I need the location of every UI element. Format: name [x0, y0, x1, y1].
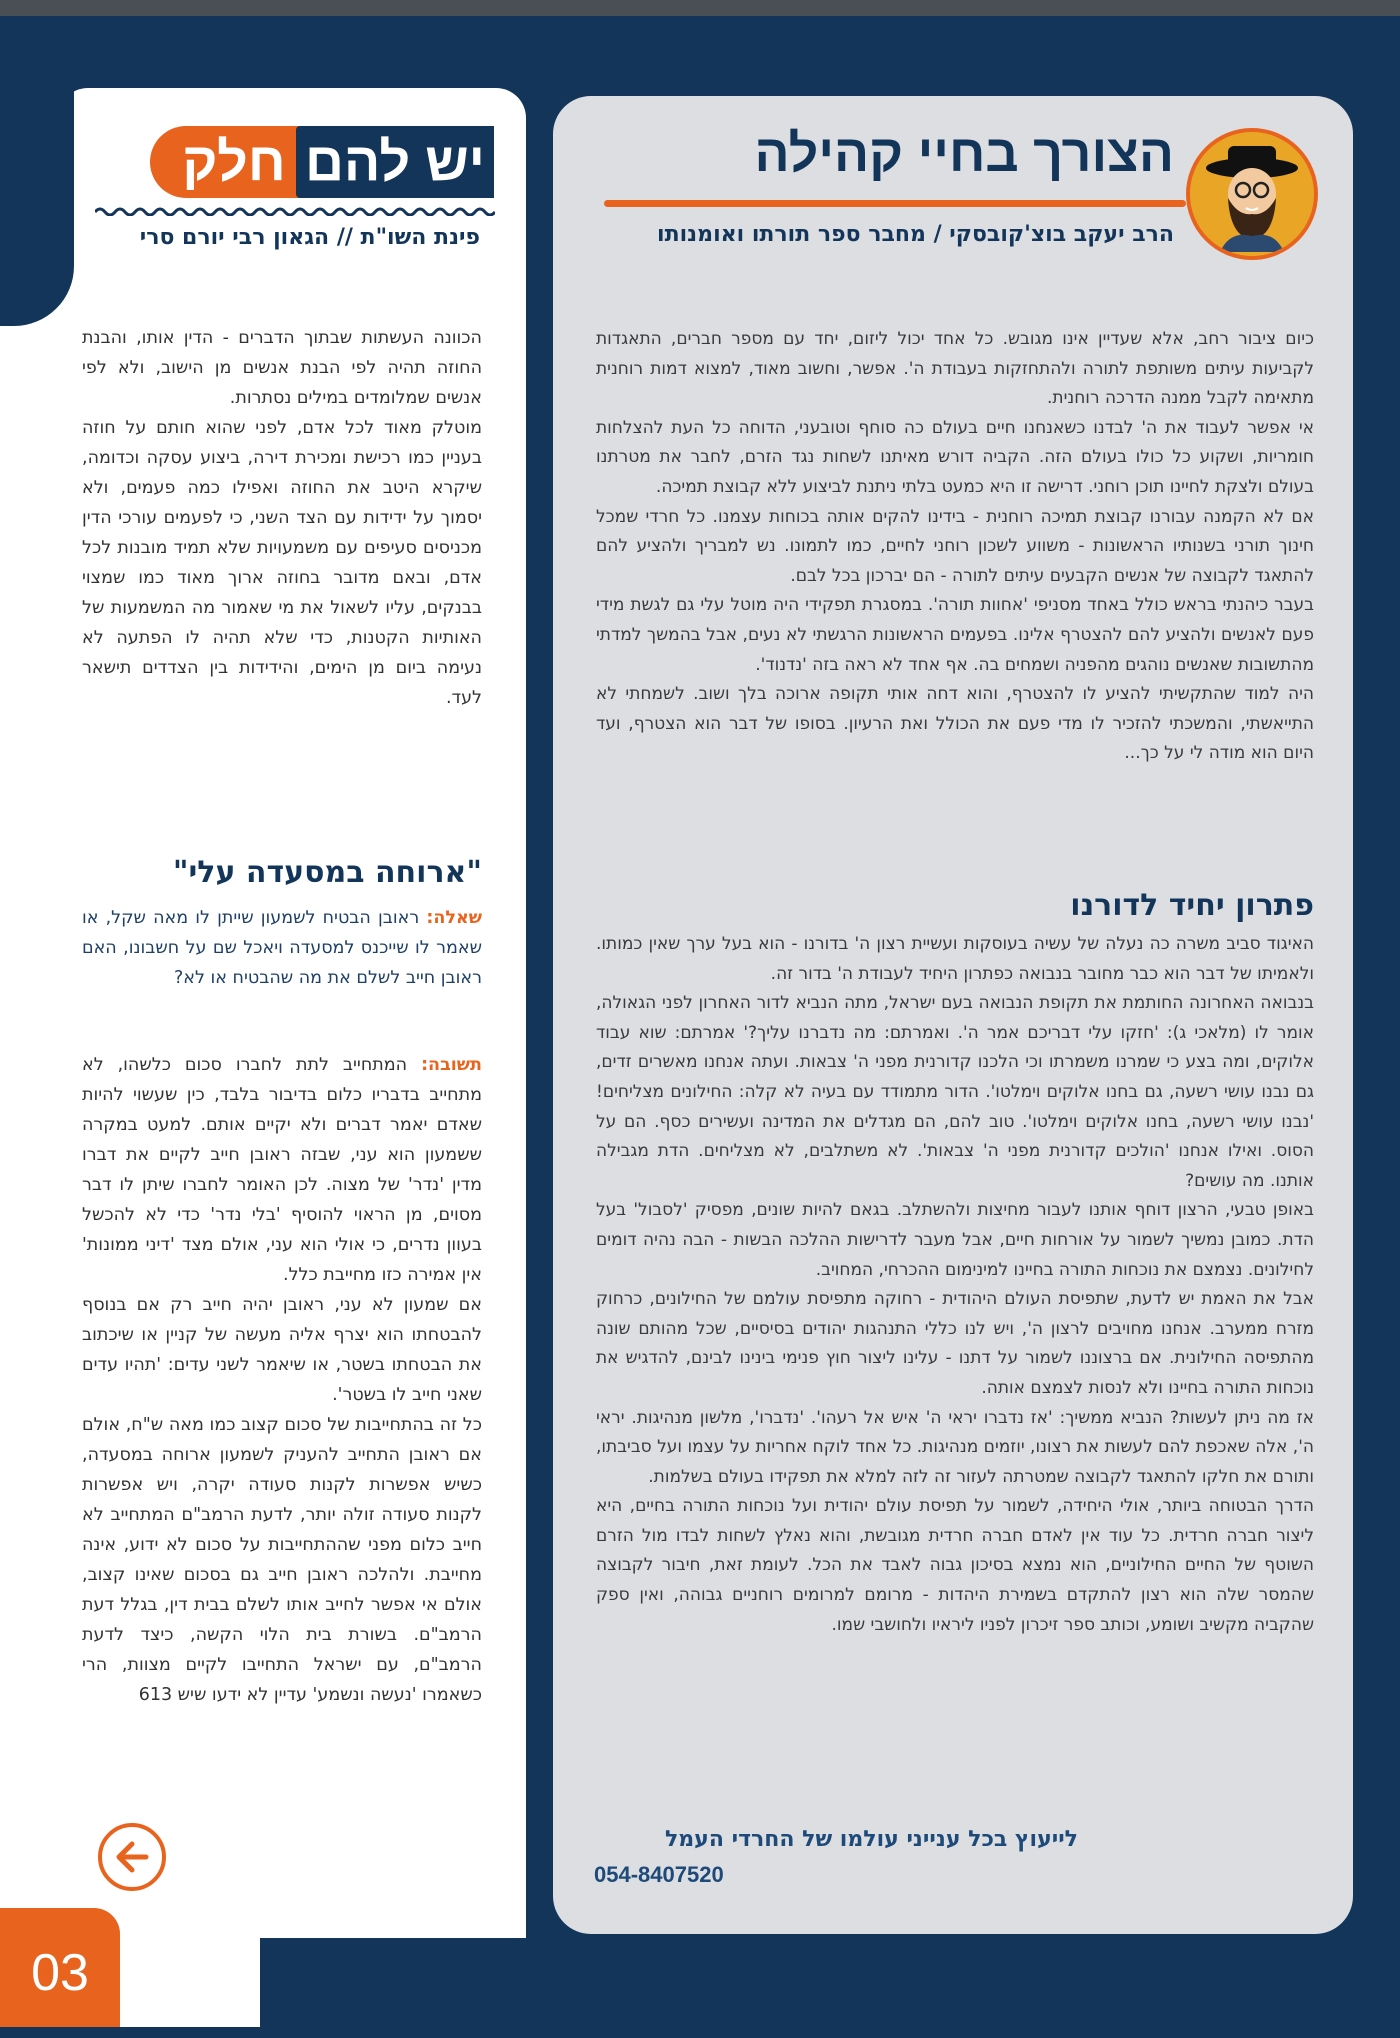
left-strip — [0, 250, 80, 1910]
sidebar-answer — [82, 1050, 482, 1710]
article-paragraph: כיום ציבור רחב, אלא שעדיין אינו מגובש. כל אחד יכול ליזום, יחד עם מספר חברים, התאגדות לקביעות עיתים משותפת לתורה ולהתחזקות בעבודת ה'. אפשר, וחשוב מאוד, למצוא דמות רוחנית מתאימה לקבל ממנה הדרכה רוחנית. — [596, 329, 1314, 409]
article-paragraph: בנבואה האחרונה החותמת את תקופת הנבואה בעם ישראל, מתה הנביא לדור האחרון לפני הגאולה, אומר לו (מלאכי ג): 'חזקו עלי דבריכם אמר ה'. ואמרתם: מה נדברנו עליך?' אמרתם: שוא עבוד אלוקים, ומה בצע כי שמרנו משמרתו וכי הלכנו קדורנית מפני ה' צבאות. ועתה אנחנו מאשרים זדים, גם נבנו עושי רשעה, גם בחנו אלוקים וימלטו'. הדור מתמודד עם בעיה לא קלה: החילונים מצליחים! 'נבנו עושי רשעה, בחנו אלוקים וימלטו'. טוב להם, הם מגדלים את המדינה ועשירים כסף. הם על הסוס. ואילו אנחנו 'הולכים קדורנית מפני ה' צבאות'. לא משתלבים, לא מצליחים. הדת מגבילה אותנו. מה עושים? — [596, 993, 1314, 1191]
page-number: 03 — [0, 1908, 120, 2027]
article-paragraph: באופן טבעי, הרצון דוחף אותנו לעבור מחיצות ולהשתלב. בגאם להיות שונים, מפסיק 'לסבול' בעל הדת. כמובן נמשיך לשמור על אורחות חיים, אבל מעבר לדרישות ההלכה הבשות - הבה נהיה דומים לחילונים. נצמצם את נוכחות התורה בחיינו למינימום ההכרחי, המחויב. — [596, 1200, 1314, 1280]
sidebar-gap — [496, 330, 526, 1680]
answer-paragraph: אם שמעון לא עני, ראובן יהיה חייב רק אם בנוסף להבטחתו הוא יצרף אליה מעשה של קניין או שיכתוב את הבטחתו בשטר, או שיאמר לשני עדים: 'תהיו עדים שאני חייב לו בשטר'. — [82, 1295, 482, 1405]
top-bar — [0, 0, 1400, 16]
answer-label: תשובה: — [421, 1055, 482, 1075]
article-paragraph: היה למוד שהתקשיתי להציע לו להצטרף, והוא דחה אותי תקופה ארוכה בלך ושוב. לשמחתי לא התייאשתי, והמשכתי להזכיר לו מדי פעם את הכולל ואת הרעיון. בסופו של דבר הוא הצטרף, ועד היום הוא מודה לי על כך... — [596, 684, 1314, 764]
article-body — [596, 325, 1314, 769]
sidebar-wave-divider — [95, 206, 495, 216]
article-paragraph: אי אפשר לעבוד את ה' לבדנו כשאנחנו חיים בעולם כה סוחף וטובעני, הדוחה כל העת להצלחות חומריות, ושקוע כל כולו בעולם הזה. הקביה דורש מאיתנו לשחות נגד הזרם, לחבר את מטרתנו בעולם ולצקת לחיינו תוכן רוחני. דרישה זו היא כמעט בלתי ניתנת לביצוע ללא קבוצת תמיכה. — [596, 417, 1314, 497]
sidebar-title-highlight: חלק — [150, 126, 318, 198]
left-notch — [0, 16, 74, 326]
question-text: ראובן הבטיח לשמעון שייתן לו מאה שקל, או שאמר לו שייכנס למסעדה ויאכל שם על חשבונו, האם ראובן חייב לשלם את מה שהבטיח או לא? — [82, 908, 482, 988]
rabbi-portrait-icon — [1186, 128, 1318, 260]
article-paragraph: אז מה ניתן לעשות? הנביא ממשיך: 'אז נדברו יראי ה' איש אל רעהו'. 'נדברו', מלשון מנהיגות. יראי ה', אלה שאכפת להם לעשות את רצונו, יוזמים מנהיגות. כל אחד לוקח אחריות על עצמו ועל סביבתו, ותורם את חלקו להתאגד לקבוצה שמטרתה לעזור זה לזה למלא את תפקידו בעולם בשלמות. — [596, 1407, 1314, 1487]
title-underline — [604, 200, 1186, 207]
article-byline: הרב יעקב בוצ'קובסקי / מחבר ספר תורתו ואומנותו — [657, 222, 1174, 247]
sidebar-subtitle: פינת השו"ת // הגאון רבי יורם סרי — [139, 225, 480, 250]
article-paragraph: אבל את האמת יש לדעת, שתפיסת העולם היהודית - רחוקה מתפיסת עולמם של החילונים, כרחוק מזרח ממערב. אנחנו מחויבים לרצון ה', ויש לנו כללי התנהגות יהודים בסיסיים, שכל מהותם שונה מהתפיסה החילונית. אם ברצוננו לשמור על דתנו - עלינו ליצור חוץ פנימי בינינו לבינם, להדגיש את נוכחות התורה בחיינו ולא לנסות לצמצם אותה. — [596, 1289, 1314, 1398]
sidebar-heading: "ארוחה במסעדה עלי" — [172, 855, 482, 890]
sidebar-title — [150, 126, 494, 198]
contact-title: לייעוץ בכל ענייני עולמו של החרדי העמל — [664, 1827, 1078, 1852]
question-label: שאלה: — [426, 908, 482, 928]
sidebar-intro — [82, 323, 482, 713]
sidebar-title-main: יש להם — [296, 126, 494, 198]
contact-phone[interactable]: 054-8407520 — [594, 1862, 724, 1887]
sidebar-question — [82, 903, 482, 993]
sidebar-paragraph: הכוונה העשתות שבתוך הדברים - הדין אותו, והבנת החוזה תהיה לפי הבנת אנשים מן הישוב, ולא לפי אנשים שמלומדים במילים נסתרות. — [82, 328, 482, 408]
article-body-continued — [596, 930, 1314, 1640]
article-paragraph: אם לא הקמנה עבורנו קבוצת תמיכה רוחנית - בידינו להקים אותה בכוחות עצמנו. כל חרדי שמכל חינוך תורני בשנותיו הראשונות - משווע לשכון רוחני לחיים, כמו לתמונו. נש למבריך ולהציע להם להתאגד לקבוצה של אנשים הקבעים עיתים לתורה - הם יברכון בכל לבם. — [596, 506, 1314, 586]
article-subheading: פתרון יחיד לדורנו — [1070, 888, 1314, 923]
answer-paragraph: המתחייב לתת לחברו סכום כלשהו, לא מתחייב בדבריו כלום בדיבור בלבד, כין שעשוי להיות שאדם יאמר דברים ולא יקיים אותם. למעט במקרה ששמעון הוא עני, שבזה ראובן חייב לקיים את דברו מדין 'נדר' של מצוה. לכן האומר לחברו שיתן לו דבר מסוים, מן הראוי להוסיף 'בלי נדר' כדי לא להכשל בעוון נדרים, כי אולי הוא עני, אולם מצד 'דיני ממונות' אין אמירה כזו מחייבת כלל. — [82, 1055, 482, 1285]
arrow-left-icon[interactable] — [98, 1823, 166, 1891]
article-title: הצורך בחיי קהילה — [754, 125, 1174, 183]
article-paragraph: הדרך הבטוחה ביותר, אולי היחידה, לשמור על תפיסת עולם יהודית ועל נוכחות התורה בחיים, היא ליצור חברה חרדית. כל עוד אין לאדם חברה חרדית מגובשת, והוא נאלץ לשחות לבדו מול הזרם השוטף של החיים החילוניים, הוא נמצא בסיכון גבוה לאבד את הכל. לעומת זאת, חיבור לקבוצה שהמסר שלה הוא רצון להתקדם בשמירת היהדות - מרומם למרומים רוחניים גבוהה, ואין ספק שהקביה מקשיב ושומע, וכותב ספר זיכרון לפניו ליראיו ולחושבי שמו. — [596, 1496, 1314, 1635]
sidebar-paragraph: מוטלק מאוד לכל אדם, לפני שהוא חותם על חוזה בעניין כמו רכישת ומכירת דירה, ביצוע עסקה וכדומה, שיקרא היטב את החוזה ואפילו כמה פעמים, ולא יסמוך על ידידות עם הצד השני, כי לפעמים עורכי הדין מכניסים סעיפים עם משמעויות שלא תמיד מובנות לכל אדם, ובאם מדובר בחוזה ארוך מאוד כמו שמצוי בבנקים, עליו לשאול את מי שאמור מה המשמעות של האותיות הקטנות, כדי שלא תהיה לו הפתעה לא נעימה ביום מן הימים, והידידות בין הצדדים תישאר לעד. — [82, 418, 482, 708]
answer-paragraph: כל זה בהתחייבות של סכום קצוב כמו מאה ש"ח, אולם אם ראובן התחייב להעניק לשמעון ארוחה במסעדה, כשיש אפשרות לקנות סעודה יקרה, ויש אפשרות לקנות סעודה זולה יותר, לדעת הרמב"ם המתחייב לא חייב כלום מפני שההתחייבות על סכום לא ידוע, אינה מחייבת. ולהלכה ראובן חייב גם בסכום שאינו קצוב, אולם אי אפשר לחייב אותו לשלם בבית דין, בגלל דעת הרמב"ם. בשורת בית הלוי הקשה, כיצד לדעת הרמב"ם, עם ישראל התחייבו לקיים מצוות, הרי כשאמרו 'נעשה ונשמע' עדיין לא ידעו שיש 613 — [82, 1415, 482, 1705]
article-paragraph: בעבר כיהנתי בראש כולל באחד מסניפי 'אחוות תורה'. במסגרת תפקידי היה מוטל עלי גם לגשת מידי פעם לאנשים ולהציע להם להצטרף אלינו. בפעמים הראשונות הרגשתי לא נעים, אבל בהמשך למדתי מהתשובות שאנשים נוהגים מהפניה ושמחים בה. אף אחד לא ראה בזה 'נדנוד'. — [596, 595, 1314, 675]
article-paragraph: האיגוד סביב משרה כה נעלה של עשיה בעוסקות ועשיית רצון ה' בדורנו - הוא בעל ערך שאין כמותו. ולאמיתו של דבר הוא כבר מחובר בנבואה כפתרון היחיד לעבודת ה' בדור זה. — [596, 934, 1314, 984]
